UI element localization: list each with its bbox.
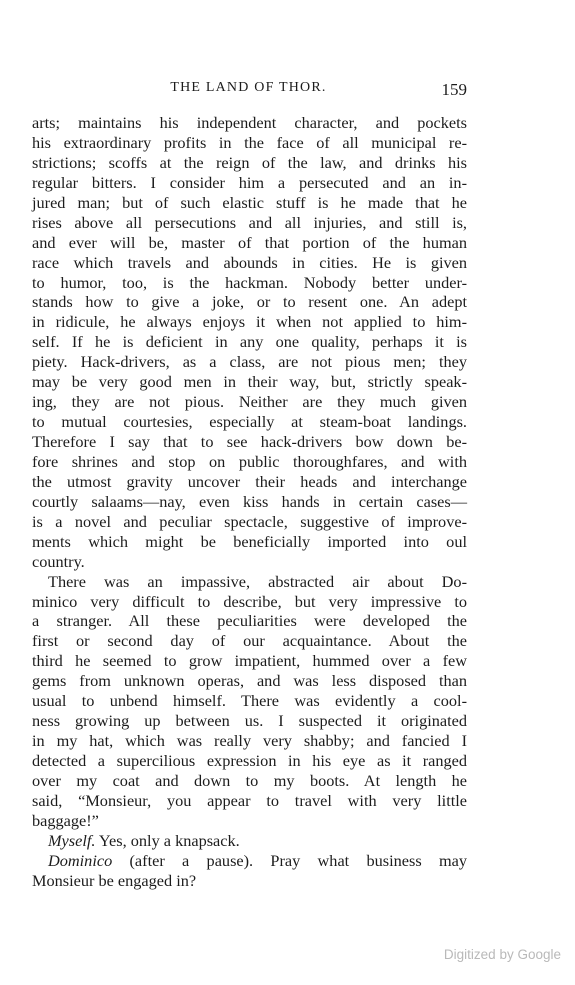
text-line: minico very difficult to describe, but very impressive to	[32, 591, 467, 611]
dialogue-speaker: Myself.	[48, 830, 96, 850]
text-line: stands how to give a joke, or to resent one. An adept	[32, 292, 467, 312]
text-line: over my coat and down to my boots. At length he	[32, 770, 467, 790]
dialogue-line	[32, 851, 467, 871]
text-line: jured man; but of such elastic stuff is he made that he	[32, 192, 467, 212]
text-line: arts; maintains his independent character, and pockets	[32, 113, 467, 132]
text-line: may be very good men in their way, but, strictly speak-	[32, 372, 467, 392]
text-line: regular bitters. I consider him a persecuted and an in-	[32, 172, 467, 192]
text-line: detected a supercilious expression in his eye as it ranged	[32, 751, 467, 770]
paragraph-end-line: baggage!”	[32, 810, 99, 830]
text-line: strictions; scoffs at the reign of the law, and drinks his	[32, 152, 467, 172]
text-line: in ridicule, he always enjoys it when not applied to him-	[32, 312, 467, 332]
dialogue-line	[32, 831, 467, 851]
text-line: Therefore I say that to see hack-drivers bow down be-	[32, 432, 467, 451]
text-line: piety. Hack-drivers, as a class, are not pious men; they	[32, 352, 467, 372]
text-line: ments which might be beneficially imported into oul	[32, 531, 467, 551]
text-line: ness growing up between us. I suspected it originated	[32, 711, 467, 731]
page-number: 159	[441, 80, 467, 99]
text-line: is a novel and peculiar spectacle, suggestive of improve-	[32, 511, 467, 531]
text-line: ing, they are not pious. Neither are they much given	[32, 392, 467, 412]
text-line: and ever will be, master of that portion of the human	[32, 232, 467, 252]
text-line: said, “Monsieur, you appear to travel with very little	[32, 790, 467, 810]
paragraph-end-line: Monsieur be engaged in?	[32, 870, 197, 890]
body-text	[32, 113, 467, 891]
paragraph-end-line: country.	[32, 551, 85, 571]
text-line: fore shrines and stop on public thoroughfares, and with	[32, 451, 467, 471]
dialogue-text: (after a pause). Pray what business may	[112, 850, 467, 870]
text-line: rises above all persecutions and all injuries, and still is,	[32, 212, 467, 232]
text-line: third he seemed to grow impatient, hummed over a few	[32, 651, 467, 671]
text-line: first or second day of our acquaintance. About the	[32, 631, 467, 651]
dialogue-speaker: Dominico	[48, 850, 113, 870]
dialogue-text: Yes, only a knapsack.	[95, 830, 240, 850]
text-line: a stranger. All these peculiarities were developed the	[32, 611, 467, 631]
text-line: race which travels and abounds in cities. He is given	[32, 252, 467, 272]
text-line: gems from unknown operas, and was less disposed than	[32, 671, 467, 691]
paragraph-start-line: There was an impassive, abstracted air about Do-	[48, 571, 467, 591]
text-line: to mutual courtesies, especially at steam-boat landings.	[32, 412, 467, 432]
running-title: THE LAND OF THOR.	[170, 80, 327, 95]
text-line: courtly salaams—nay, even kiss hands in certain cases—	[32, 491, 467, 511]
running-head	[30, 80, 467, 102]
text-line: self. If he is deficient in any one quality, perhaps it is	[32, 332, 467, 352]
text-line: in my hat, which was really very shabby; and fancied I	[32, 731, 467, 751]
text-line: his extraordinary profits in the face of all municipal re-	[32, 132, 467, 152]
text-line: to humor, too, is the hackman. Nobody better under-	[32, 272, 467, 292]
text-line: the utmost gravity uncover their heads and interchange	[32, 471, 467, 491]
digitized-watermark: Digitized by Google	[443, 947, 561, 962]
text-line: usual to unbend himself. There was evidently a cool-	[32, 691, 467, 711]
